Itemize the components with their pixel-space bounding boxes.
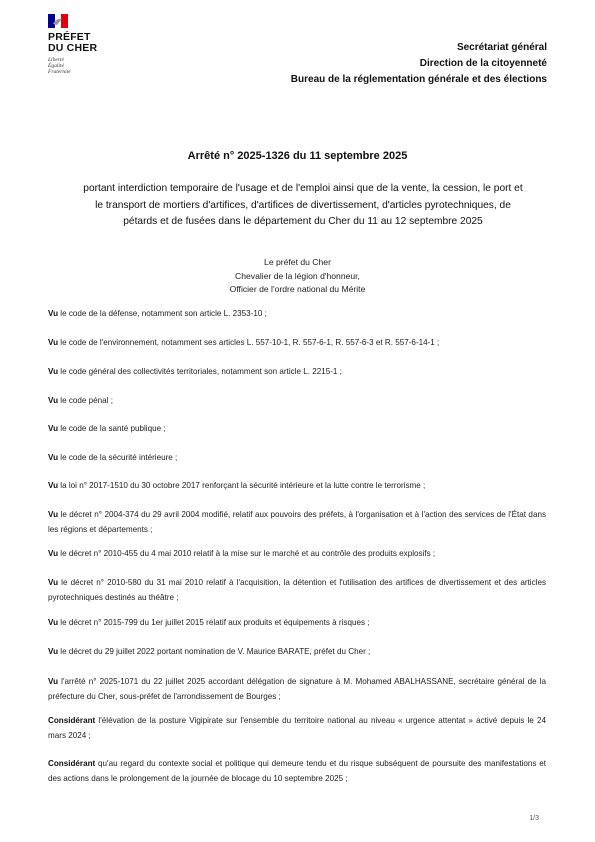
visa-lead: Vu <box>48 396 59 405</box>
prefet-line-2: Chevalier de la légion d'honneur, <box>235 270 360 281</box>
visa-paragraph <box>48 616 546 631</box>
prefet-titles <box>0 256 595 297</box>
objet-line-1: portant interdiction temporaire de l'usage et de l'emploi ainsi que de la vente, la cession, le port et <box>83 183 523 194</box>
visa-paragraph <box>48 307 546 322</box>
considerant-paragraph <box>48 714 546 743</box>
visa-paragraph <box>48 576 546 605</box>
prefet-line-1: Le préfet du Cher <box>264 257 331 267</box>
visa-paragraph <box>48 547 546 562</box>
motto-egalite: Égalité <box>48 63 64 70</box>
visa-lead: Vu <box>48 549 59 558</box>
visa-lead: Vu <box>48 453 59 462</box>
service-bureau: Bureau de la réglementation générale et des élections <box>290 74 547 85</box>
visa-lead: Vu <box>48 338 59 347</box>
visa-paragraph <box>48 451 546 466</box>
visa-paragraph <box>48 675 546 704</box>
visa-paragraph <box>48 645 546 660</box>
visa-lead: Vu <box>48 309 59 318</box>
prefet-line-3: Officier de l'ordre national du Mérite <box>229 284 366 294</box>
logo-title-line1: PRÉFET <box>48 31 91 43</box>
visa-text: le code de la santé publique ; <box>58 424 166 433</box>
considerant-lead: Considérant <box>48 759 96 768</box>
visa-text: le décret du 29 juillet 2022 portant nomination de V. Maurice BARATE, préfet du Cher ; <box>58 647 371 656</box>
visa-lead: Vu <box>48 647 59 656</box>
visa-text: le décret n° 2010-580 du 31 mai 2010 relatif à l'acquisition, la détention et l'utilisation des artifices de divertissement et des articles pyrotechniques destinés au théâtre ; <box>48 578 546 602</box>
visa-text: l'arrêté n° 2025-1071 du 22 juillet 2025 accordant délégation de signature à M. Mohamed ABALHASSANE, secrétaire général de la préfecture du Cher, sous-préfet de l'arrondissement de Bourges ; <box>48 677 546 701</box>
service-secretariat: Secrétariat général <box>456 42 547 53</box>
visa-text: le décret n° 2004-374 du 29 avril 2004 modifié, relatif aux pouvoirs des préfets, à l'organisation et à l'action des services de l'État dans les régions et départements ; <box>48 510 546 534</box>
logo-title <box>48 32 118 54</box>
page-number: 1/3 <box>529 815 539 822</box>
motto-fraternite: Fraternité <box>48 69 71 76</box>
visa-lead: Vu <box>48 424 59 433</box>
objet-line-3: pétards et de fusées dans le département du Cher du 11 au 12 septembre 2025 <box>123 216 483 227</box>
visa-paragraph <box>48 422 546 437</box>
service-header <box>291 40 547 88</box>
visa-text: le code pénal ; <box>58 396 113 405</box>
visa-text: le code général des collectivités territoriales, notamment son article L. 2215-1 ; <box>58 367 342 376</box>
visa-text: la loi n° 2017-1510 du 30 octobre 2017 renforçant la sécurité intérieure et la lutte contre le terrorisme ; <box>58 481 426 490</box>
logo-title-line2: DU CHER <box>48 42 98 54</box>
visa-text: le décret n° 2010-455 du 4 mai 2010 relatif à la mise sur le marché et au contrôle des produits explosifs ; <box>58 549 436 558</box>
arrete-objet <box>58 181 548 231</box>
visa-paragraph <box>48 508 546 537</box>
visa-paragraph <box>48 394 546 409</box>
visa-lead: Vu <box>48 510 59 519</box>
visa-lead: Vu <box>48 677 59 686</box>
visa-text: le code de la sécurité intérieure ; <box>58 453 178 462</box>
objet-line-2: le transport de mortiers d'artifices, d'artifices de divertissement, d'articles pyrotechniques, de <box>95 199 511 211</box>
visa-text: le décret n° 2015-799 du 1er juillet 2015 relatif aux produits et équipements à risques ; <box>58 618 370 627</box>
visa-text: le code de la défense, notamment son article L. 2353-10 ; <box>58 309 267 318</box>
visa-lead: Vu <box>48 578 59 587</box>
marianne-flag-icon <box>48 14 68 28</box>
visa-lead: Vu <box>48 367 59 376</box>
considerant-text: qu'au regard du contexte social et politique qui demeure tendu et du risque subséquent de poursuite des manifestations et des actions dans le prolongement de la journée de blocage du 10 septembre 2025 ; <box>48 759 546 783</box>
motto-liberte: Liberté <box>48 57 64 63</box>
considerant-lead: Considérant <box>48 716 96 725</box>
visa-lead: Vu <box>48 618 59 627</box>
visa-lead: Vu <box>48 481 59 490</box>
considerant-text: l'élévation de la posture Vigipirate sur l'ensemble du territoire national au niveau « urgence attentat » activé depuis le 24 mars 2024 ; <box>48 716 546 740</box>
visa-paragraph <box>48 479 546 494</box>
visa-paragraph <box>48 336 546 351</box>
service-direction: Direction de la citoyenneté <box>419 58 547 69</box>
arrete-title: Arrêté n° 2025-1326 du 11 septembre 2025 <box>187 150 408 162</box>
visa-text: le code de l'environnement, notamment ses articles L. 557-10-1, R. 557-6-1, R. 557-6-3 et R. 557-6-14-1 ; <box>58 338 440 347</box>
considerant-paragraph <box>48 757 546 786</box>
republic-motto <box>48 57 118 76</box>
visa-paragraph <box>48 365 546 380</box>
prefet-logo <box>48 14 118 76</box>
